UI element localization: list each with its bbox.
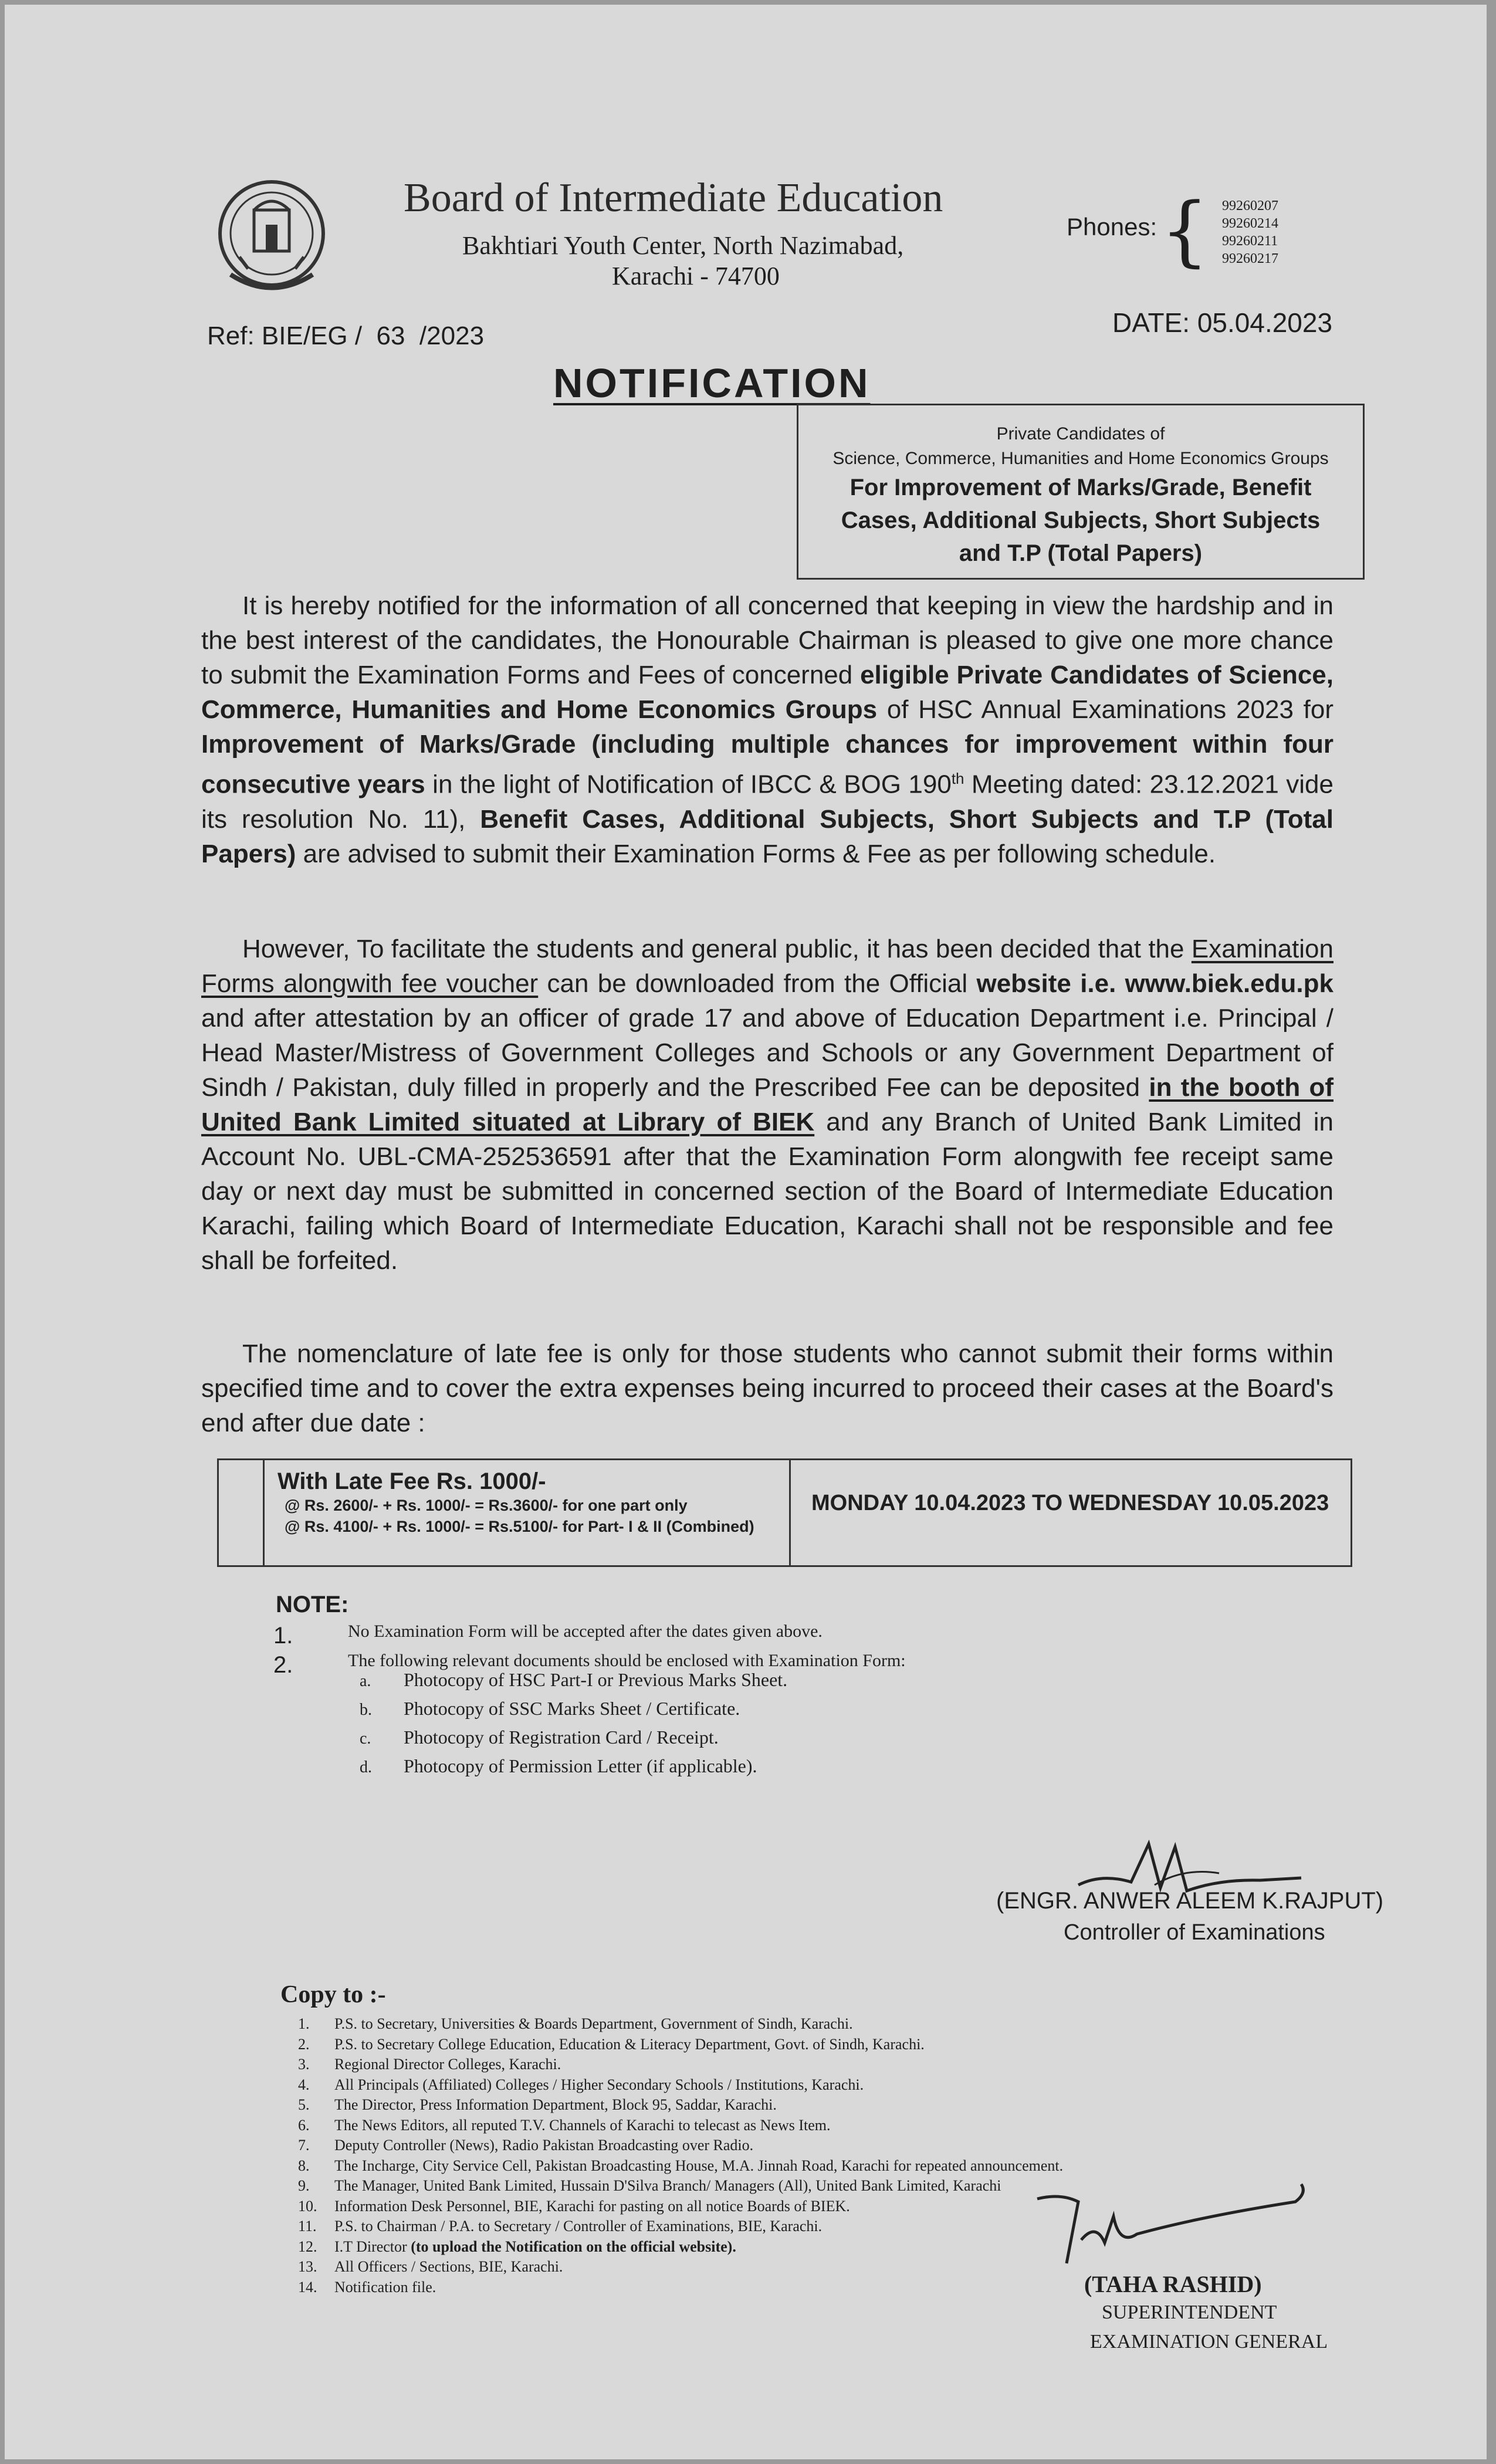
p2-underlined: Examination Forms alongwith fee voucher [201,935,1333,998]
copy-to-item [298,2095,1063,2116]
p2-bold-underlined: in the booth of United Bank Limited situated at Library of BIEK [201,1073,1333,1136]
copy-to-text: The News Editors, all reputed T.V. Channels of Karachi to telecast as News Item. [334,2116,831,2134]
copy-to-item [298,2176,1063,2196]
copy-to-item [298,2277,1063,2298]
document-text: Photocopy of SSC Marks Sheet / Certificate. [404,1698,740,1719]
copy-to-number: 6. [298,2116,310,2134]
phone-number: 99260217 [1222,251,1278,266]
late-fee-schedule: MONDAY 10.04.2023 TO WEDNESDAY 10.05.2023 [811,1491,1329,1515]
p1-bold: Benefit Cases, Additional Subjects, Short Subjects and T.P (Total Papers) [201,804,1334,868]
p1-text: of HSC Annual Examinations 2023 for [877,695,1333,724]
late-fee-line: @ Rs. 4100/- + Rs. 1000/- = Rs.5100/- for Part- I & II (Combined) [285,1518,754,1535]
copy-to-number: 14. [298,2278,317,2296]
subject-bold-line: For Improvement of Marks/Grade, Benefit [849,475,1312,500]
document-letter: a. [360,1672,371,1690]
p1-text: in the light of Notification of IBCC & BOG 190 [425,770,952,799]
copy-to-text: P.S. to Secretary, Universities & Boards Department, Government of Sindh, Karachi. [334,2015,853,2032]
copy-to-text: P.S. to Secretary College Education, Education & Literacy Department, Govt. of Sindh, Karachi. [334,2035,925,2053]
page-title: NOTIFICATION [553,360,871,406]
copy-to-label: Copy to :- [280,1981,386,2008]
phone-numbers-list [1222,197,1278,268]
late-fee-heading: With Late Fee Rs. 1000/- [277,1468,546,1494]
superintendent-title: SUPERINTENDENT [1102,2301,1277,2323]
subject-bold-line: Cases, Additional Subjects, Short Subjects [841,507,1321,533]
copy-to-bold-text: (to upload the Notification on the official website). [411,2238,736,2255]
p2-text: However, To facilitate the students and general public, it has been decided that the [242,935,1192,963]
paragraph-1 [201,588,1333,871]
subject-line2: Science, Commerce, Humanities and Home Economics Groups [832,449,1329,468]
superintendent-department: EXAMINATION GENERAL [1090,2331,1328,2353]
note-label: NOTE: [276,1592,349,1617]
p1-text: It is hereby notified for the information of all concerned that keeping in view the hardship and in the best interest of the candidates, the Honourable Chairman is pleased to give one more chance to submit the Examination Forms and Fees of concerned [201,591,1333,689]
document-text: Photocopy of HSC Part-I or Previous Marks Sheet. [404,1669,788,1690]
copy-to-text: P.S. to Chairman / P.A. to Secretary / Controller of Examinations, BIE, Karachi. [334,2218,823,2235]
organization-name: Board of Intermediate Education [404,175,943,221]
document-letter: b. [360,1701,372,1719]
copy-to-text: Regional Director Colleges, Karachi. [334,2056,561,2073]
copy-to-number: 5. [298,2096,310,2113]
copy-to-number: 7. [298,2137,310,2154]
controller-title: Controller of Examinations [1064,1920,1325,1945]
late-fee-cell [263,1460,791,1565]
notification-page [5,5,1487,2459]
note-item: No Examination Form will be accepted after the dates given above. [348,1622,823,1641]
note-number: 2. [273,1652,293,1678]
copy-to-item [298,2156,1063,2177]
note-number: 1. [273,1623,293,1649]
copy-to-list [298,2014,1063,2297]
subject-box [797,404,1365,580]
p1-bold: Improvement of Marks/Grade (including multiple chances for improvement within four consecutive years [201,730,1333,799]
superintendent-signature [1025,2175,1331,2269]
copy-to-number: 4. [298,2076,310,2093]
document-letter: c. [360,1729,371,1748]
p2-text: can be downloaded from the Official [538,969,977,998]
organization-address-line2: Karachi - 74700 [612,262,780,290]
subject-bold-line: and T.P (Total Papers) [959,540,1203,566]
copy-to-text: The Incharge, City Service Cell, Pakistan Broadcasting House, M.A. Jinnah Road, Karachi for repeated announcement. [334,2157,1064,2174]
copy-to-text: All Principals (Affiliated) Colleges / Higher Secondary Schools / Institutions, Karachi. [334,2076,864,2093]
phone-number: 99260211 [1222,233,1278,249]
copy-to-item [298,2257,1063,2277]
copy-to-number: 1. [298,2015,310,2032]
documents-list [360,1666,787,1781]
phone-number: 99260214 [1222,216,1278,231]
document-letter: d. [360,1758,372,1776]
phone-number: 99260207 [1222,198,1278,214]
copy-to-item [298,2014,1063,2035]
document-text: Photocopy of Permission Letter (if applicable). [404,1755,757,1776]
note-item: The following relevant documents should be enclosed with Examination Form: [348,1651,906,1670]
p2-text: and any Branch of United Bank Limited in Account No. UBL-CMA-252536591 after that the Examination Form alongwith fee receipt same day or next day must be submitted in concerned section of the Board of Intermediate Education Karachi, failing which Board of Intermediate Education, Karachi shall not be responsible and fee shall be forfeited. [201,1108,1333,1275]
late-fee-table [217,1458,1352,1567]
superintendent-name: (TAHA RASHID) [1084,2271,1262,2297]
copy-to-number: 12. [298,2238,317,2255]
copy-to-number: 11. [298,2218,317,2235]
document-text: Photocopy of Registration Card / Receipt. [404,1727,719,1748]
document-item [360,1724,787,1752]
notification-date: DATE: 05.04.2023 [1112,307,1333,338]
document-item [360,1752,787,1781]
copy-to-text: Notification file. [334,2278,436,2296]
paragraph-2 [201,932,1333,1278]
document-item [360,1666,787,1695]
document-item [360,1695,787,1724]
copy-to-text: Deputy Controller (News), Radio Pakistan Broadcasting over Radio. [334,2137,754,2154]
copy-to-text: The Director, Press Information Department, Block 95, Saddar, Karachi. [334,2096,777,2113]
phones-label: Phones: [1067,213,1157,241]
copy-to-item [298,2216,1063,2237]
reference-number: Ref: BIE/EG / 63 /2023 [207,321,485,350]
copy-to-item [298,2135,1063,2156]
controller-name: (ENGR. ANWER ALEEM K.RAJPUT) [996,1888,1384,1914]
website-link[interactable]: website i.e. www.biek.edu.pk [976,969,1333,998]
copy-to-text: Information Desk Personnel, BIE, Karachi for pasting on all notice Boards of BIEK. [334,2197,850,2215]
copy-to-item [298,2035,1063,2055]
subject-line1: Private Candidates of [996,424,1165,444]
paragraph-3: The nomenclature of late fee is only for those students who cannot submit their forms within specified time and to cover the extra expenses being incurred to proceed their cases at the Board's end after due date : [201,1339,1333,1437]
copy-to-item [298,2237,1063,2257]
copy-to-number: 2. [298,2035,310,2053]
copy-to-item [298,2196,1063,2217]
p1-text: are advised to submit their Examination Forms & Fee as per following schedule. [296,839,1216,868]
p1-text: Meeting dated: 23.12.2021 vide its resolution No. 11), [201,770,1333,834]
p1-bold: eligible Private Candidates of Science, Commerce, Humanities and Home Economics Groups [201,661,1333,724]
copy-to-number: 8. [298,2157,310,2174]
copy-to-number: 13. [298,2258,317,2275]
organization-address-line1: Bakhtiari Youth Center, North Nazimabad, [462,231,904,260]
board-logo-icon [213,175,330,301]
note-numbers [273,1621,293,1680]
copy-to-item [298,2075,1063,2096]
copy-to-item [298,2055,1063,2075]
brace-icon: { [1160,186,1209,275]
copy-to-number: 3. [298,2056,310,2073]
copy-to-number: 10. [298,2197,317,2215]
copy-to-item [298,2116,1063,2136]
p2-text: and after attestation by an officer of grade 17 and above of Education Department i.e. Principal / Head Master/Mistress of Government Colleges and Schools or any Government Department of Sindh / Pakistan, duly filled in properly and the Prescribed Fee can be deposited [201,1004,1333,1102]
copy-to-number: 9. [298,2177,310,2194]
copy-to-text: All Officers / Sections, BIE, Karachi. [334,2258,563,2275]
copy-to-text: The Manager, United Bank Limited, Hussain D'Silva Branch/ Managers (All), United Bank Limited, Karachi [334,2177,1001,2194]
copy-to-text: I.T Director [334,2238,411,2255]
late-fee-line: @ Rs. 2600/- + Rs. 1000/- = Rs.3600/- for one part only [285,1497,688,1514]
p1-superscript: th [951,770,964,787]
